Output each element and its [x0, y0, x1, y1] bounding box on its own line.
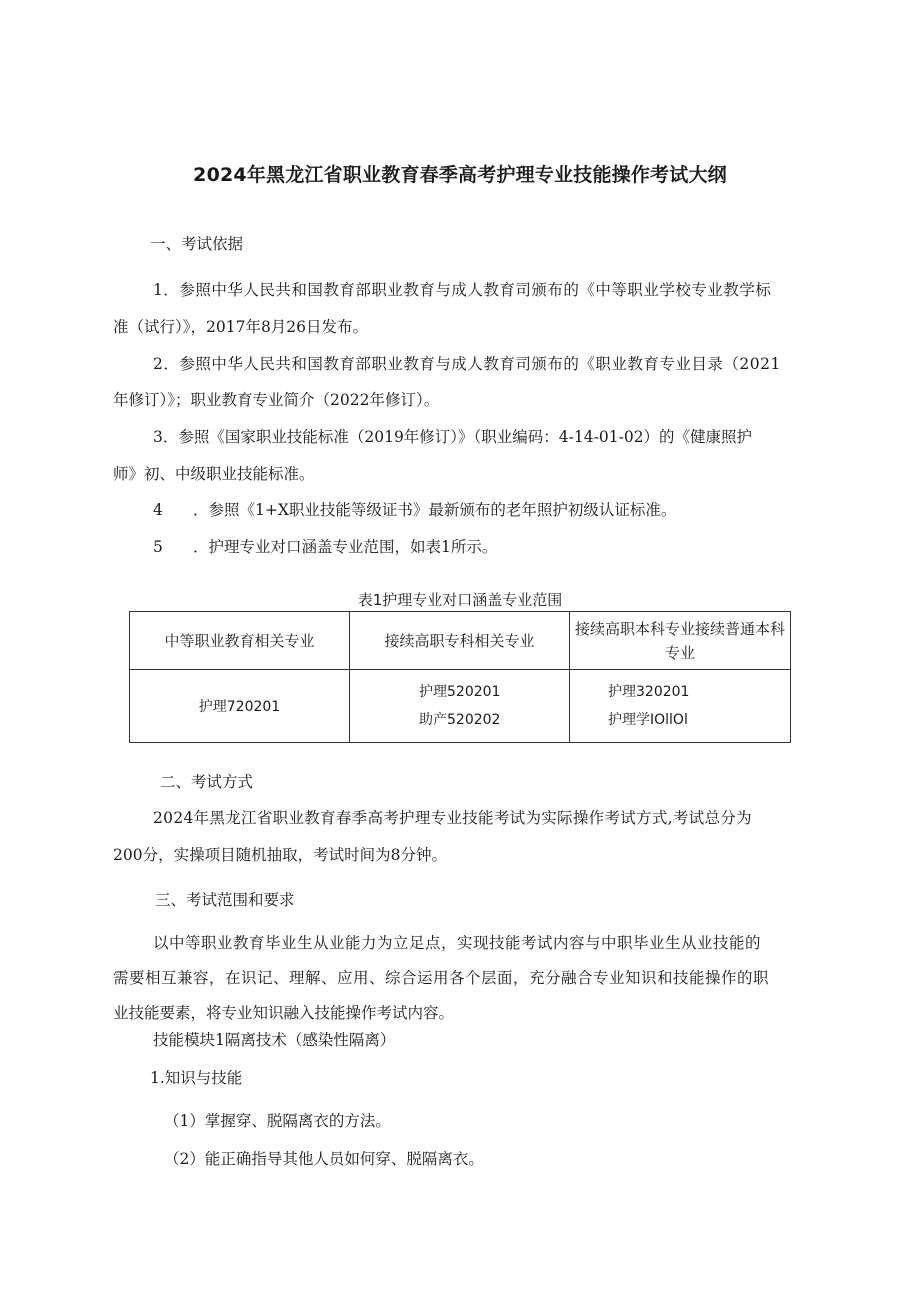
item-2-line-2: 年修订）》；职业教育专业简介（2022年修订）。	[113, 391, 440, 409]
exam-method-line-2: 200分，实操项目随机抽取，考试时间为8分钟。	[113, 846, 447, 864]
item-5-text: ．护理专业对口涵盖专业范围，如表1所示。	[193, 538, 498, 556]
item-3-line-1: 3．参照《国家职业技能标准（2019年修订）》（职业编码：4-14-01-02）的《健康照护	[153, 428, 753, 446]
requirement-1: （1）掌握穿、脱隔离衣的方法。	[164, 1112, 391, 1130]
table-cell-line: 护理520201	[419, 684, 501, 700]
table-cell-line: 护理320201	[608, 684, 690, 700]
section-heading-exam-basis: 一、考试依据	[150, 235, 244, 253]
knowledge-skill-subheading: 1.知识与技能	[150, 1069, 243, 1087]
item-1-line-2: 准（试行）》，2017年8月26日发布。	[113, 318, 369, 336]
table-header-secondary-vocational: 中等职业教育相关专业	[130, 612, 350, 670]
item-4-text: ．参照《1+X职业技能等级证书》最新颁布的老年照护初级认证标准。	[193, 501, 677, 519]
exam-scope-line-1: 以中等职业教育毕业生从业能力为立足点，实现技能考试内容与中职毕业生从业技能的	[153, 934, 762, 952]
table-cell-secondary-major: 护理720201	[130, 670, 350, 743]
table-cell-line: 护理学IOllOl	[608, 712, 688, 728]
item-2-line-1: 2．参照中华人民共和国教育部职业教育与成人教育司颁布的《职业教育专业目录（2021	[153, 355, 781, 373]
table-cell-higher-majors	[350, 670, 570, 743]
table-cell-undergraduate-majors	[570, 670, 791, 743]
table-header-higher-vocational: 接续高职专科相关专业	[350, 612, 570, 670]
section-heading-exam-scope: 三、考试范围和要求	[155, 891, 295, 909]
document-title: 2024年黑龙江省职业教育春季高考护理专业技能操作考试大纲	[193, 164, 727, 186]
item-5-number: 5	[153, 538, 163, 556]
exam-scope-line-3: 业技能要素，将专业知识融入技能操作考试内容。	[113, 1004, 455, 1022]
item-1-line-1: 1．参照中华人民共和国教育部职业教育与成人教育司颁布的《中等职业学校专业教学标	[153, 281, 772, 299]
section-heading-exam-method: 二、考试方式	[160, 773, 254, 791]
table-caption: 表1护理专业对口涵盖专业范围	[357, 591, 563, 609]
table-cell-line: 助产520202	[419, 712, 501, 728]
table-header-row	[130, 612, 791, 670]
item-4-number: 4	[153, 501, 163, 519]
table-header-undergraduate: 接续高职本科专业接续普通本科专业	[570, 612, 791, 670]
table-row	[130, 670, 791, 743]
requirement-2: （2）能正确指导其他人员如何穿、脱隔离衣。	[164, 1150, 484, 1168]
exam-method-line-1: 2024年黑龙江省职业教育春季高考护理专业技能考试为实际操作考试方式,考试总分为	[153, 809, 752, 827]
major-range-table	[129, 611, 791, 743]
skill-module-heading: 技能模块1隔离技术（感染性隔离）	[153, 1031, 396, 1049]
exam-scope-line-2: 需要相互兼容，在识记、理解、应用、综合运用各个层面，充分融合专业知识和技能操作的职	[113, 969, 770, 987]
item-3-line-2: 师》初、中级职业技能标准。	[113, 465, 315, 483]
